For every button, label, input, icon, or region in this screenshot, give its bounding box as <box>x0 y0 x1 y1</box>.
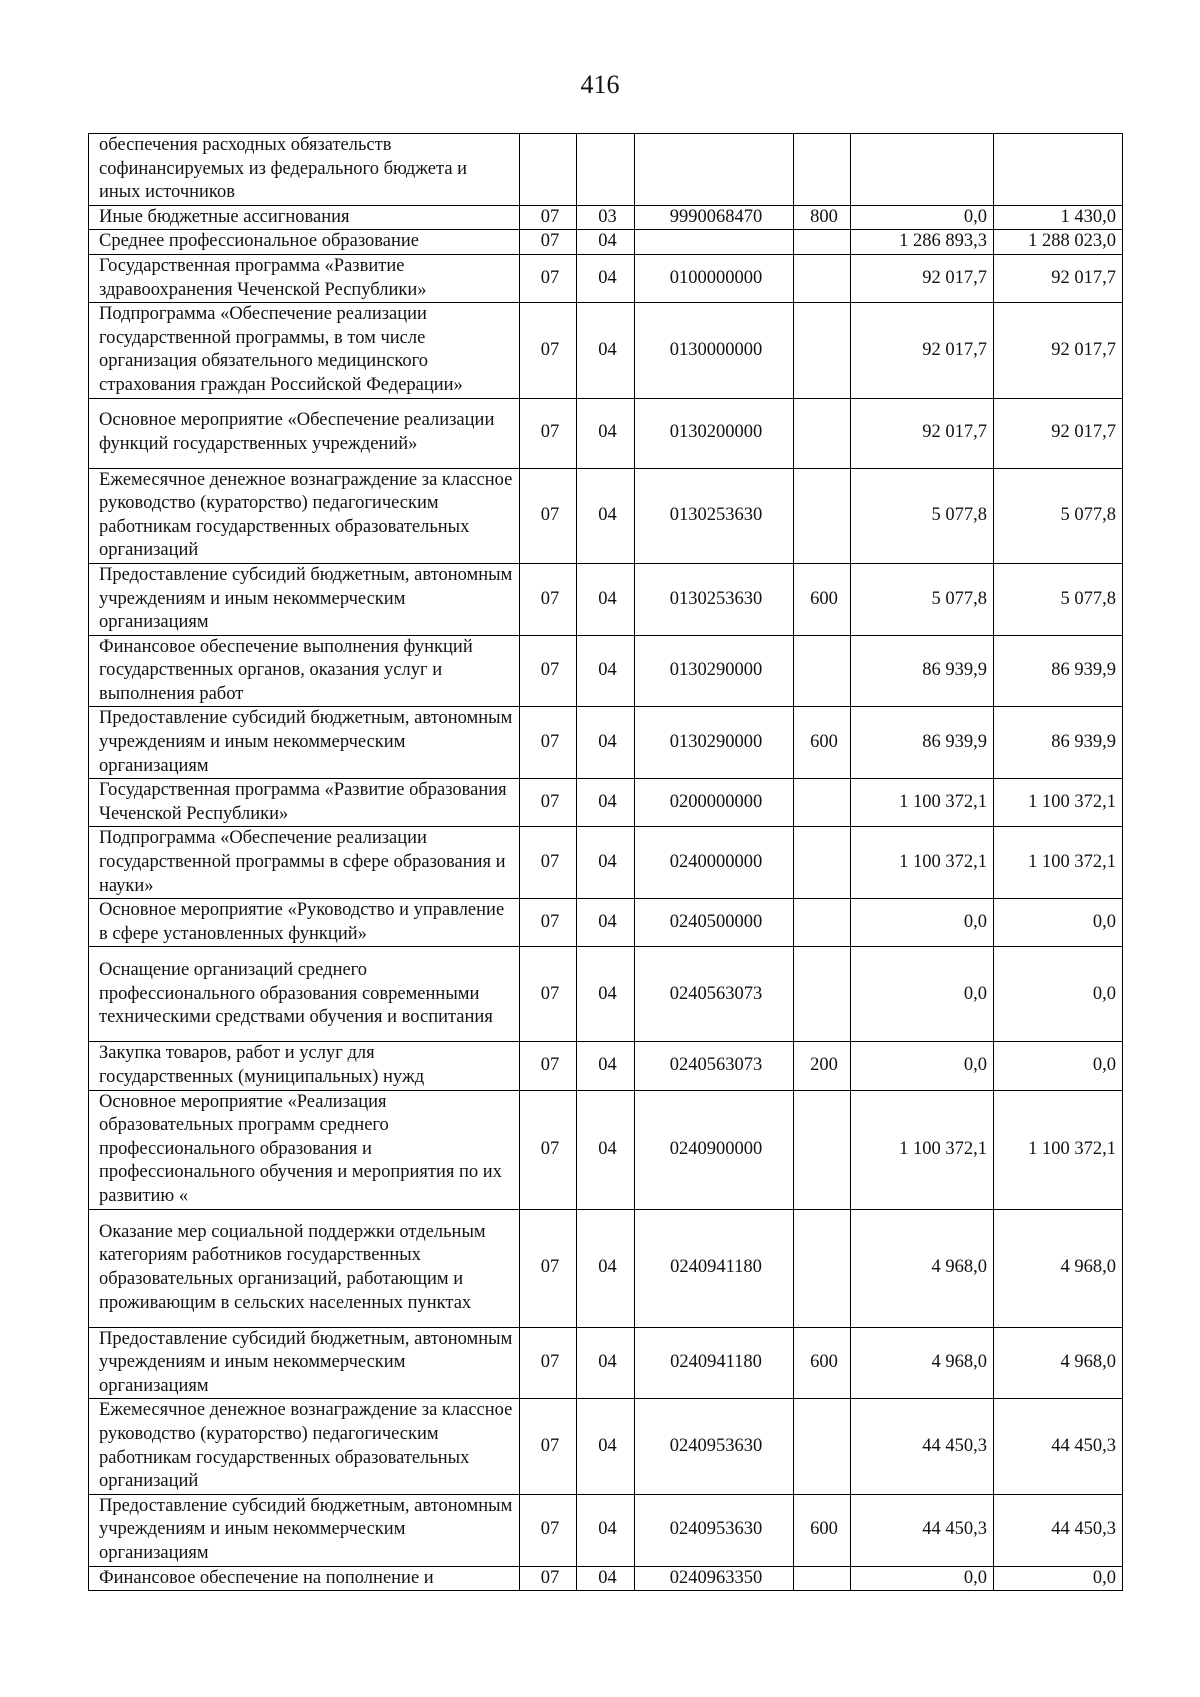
subsection-code: 04 <box>577 398 635 468</box>
amount-year-2: 44 450,3 <box>994 1399 1123 1494</box>
row-description: Предоставление субсидий бюджетным, автономным учреждениям и иным некоммерческим организациям <box>89 1327 520 1399</box>
row-description: Оказание мер социальной поддержки отдельным категориям работников государственных образовательных организаций, работающим и проживающим в сельских населенных пунктах <box>89 1209 520 1327</box>
section-code: 07 <box>520 205 577 230</box>
target-article-code: 9990068470 <box>635 205 794 230</box>
row-description: Подпрограмма «Обеспечение реализации государственной программы в сфере образования и науки» <box>89 827 520 899</box>
target-article-code: 0130200000 <box>635 398 794 468</box>
section-code: 07 <box>520 899 577 947</box>
subsection-code: 04 <box>577 635 635 707</box>
amount-year-2: 5 077,8 <box>994 468 1123 563</box>
table-row <box>89 254 1123 302</box>
amount-year-2: 5 077,8 <box>994 563 1123 635</box>
amount-year-2: 1 100 372,1 <box>994 1090 1123 1209</box>
table-row <box>89 827 1123 899</box>
table-row <box>89 635 1123 707</box>
amount-year-2: 86 939,9 <box>994 635 1123 707</box>
amount-year-1: 4 968,0 <box>851 1327 994 1399</box>
amount-year-2: 92 017,7 <box>994 303 1123 398</box>
target-article-code: 0240500000 <box>635 899 794 947</box>
row-description: Оснащение организаций среднего профессионального образования современными техническими средствами обучения и воспитания <box>89 947 520 1042</box>
target-article-code: 0130000000 <box>635 303 794 398</box>
amount-year-1: 0,0 <box>851 1566 994 1591</box>
target-article-code: 0200000000 <box>635 779 794 827</box>
expense-type-code: 600 <box>794 707 851 779</box>
expense-type-code: 600 <box>794 1494 851 1566</box>
expense-type-code <box>794 779 851 827</box>
subsection-code: 04 <box>577 468 635 563</box>
expense-type-code: 600 <box>794 1327 851 1399</box>
amount-year-2: 92 017,7 <box>994 254 1123 302</box>
expense-type-code <box>794 398 851 468</box>
amount-year-1: 44 450,3 <box>851 1494 994 1566</box>
section-code: 07 <box>520 1209 577 1327</box>
expense-type-code: 800 <box>794 205 851 230</box>
table-row <box>89 1494 1123 1566</box>
subsection-code: 04 <box>577 899 635 947</box>
section-code: 07 <box>520 1090 577 1209</box>
amount-year-1: 1 286 893,3 <box>851 230 994 255</box>
amount-year-2: 0,0 <box>994 899 1123 947</box>
row-description: Основное мероприятие «Реализация образовательных программ среднего профессионального образования и профессионального обучения и мероприятия по их развитию « <box>89 1090 520 1209</box>
section-code: 07 <box>520 398 577 468</box>
target-article-code: 0130253630 <box>635 563 794 635</box>
target-article-code: 0240953630 <box>635 1494 794 1566</box>
target-article-code <box>635 230 794 255</box>
table-row <box>89 468 1123 563</box>
expense-type-code <box>794 134 851 206</box>
amount-year-2: 1 100 372,1 <box>994 779 1123 827</box>
expense-type-code <box>794 899 851 947</box>
amount-year-2: 1 100 372,1 <box>994 827 1123 899</box>
table-row <box>89 230 1123 255</box>
amount-year-2 <box>994 134 1123 206</box>
section-code <box>520 134 577 206</box>
row-description: Основное мероприятие «Обеспечение реализации функций государственных учреждений» <box>89 398 520 468</box>
row-description: Финансовое обеспечение на пополнение и <box>89 1566 520 1591</box>
amount-year-2: 0,0 <box>994 1042 1123 1090</box>
amount-year-1: 0,0 <box>851 947 994 1042</box>
amount-year-1: 0,0 <box>851 1042 994 1090</box>
subsection-code: 03 <box>577 205 635 230</box>
expense-type-code <box>794 635 851 707</box>
row-description: Ежемесячное денежное вознаграждение за классное руководство (кураторство) педагогическим работникам государственных образовательных организаций <box>89 1399 520 1494</box>
amount-year-1: 1 100 372,1 <box>851 827 994 899</box>
table-row <box>89 1209 1123 1327</box>
expense-type-code <box>794 827 851 899</box>
target-article-code: 0240941180 <box>635 1327 794 1399</box>
table-row <box>89 303 1123 398</box>
target-article-code: 0240953630 <box>635 1399 794 1494</box>
amount-year-1: 86 939,9 <box>851 707 994 779</box>
table-row <box>89 398 1123 468</box>
table-row <box>89 134 1123 206</box>
row-description: Иные бюджетные ассигнования <box>89 205 520 230</box>
page-number: 416 <box>580 70 620 99</box>
expense-type-code: 600 <box>794 563 851 635</box>
table-row <box>89 1327 1123 1399</box>
amount-year-1: 1 100 372,1 <box>851 779 994 827</box>
table-row <box>89 563 1123 635</box>
section-code: 07 <box>520 563 577 635</box>
row-description: Среднее профессиональное образование <box>89 230 520 255</box>
amount-year-1: 86 939,9 <box>851 635 994 707</box>
table-row <box>89 947 1123 1042</box>
amount-year-1: 5 077,8 <box>851 468 994 563</box>
amount-year-1: 0,0 <box>851 899 994 947</box>
target-article-code: 0240563073 <box>635 1042 794 1090</box>
target-article-code: 0130290000 <box>635 635 794 707</box>
section-code: 07 <box>520 1566 577 1591</box>
table-row <box>89 1090 1123 1209</box>
section-code: 07 <box>520 707 577 779</box>
section-code: 07 <box>520 230 577 255</box>
subsection-code: 04 <box>577 827 635 899</box>
section-code: 07 <box>520 1327 577 1399</box>
subsection-code: 04 <box>577 303 635 398</box>
table-body <box>89 134 1123 1591</box>
amount-year-2: 44 450,3 <box>994 1494 1123 1566</box>
subsection-code: 04 <box>577 1090 635 1209</box>
subsection-code: 04 <box>577 779 635 827</box>
row-description: Подпрограмма «Обеспечение реализации государственной программы, в том числе организация обязательного медицинского страхования граждан Российской Федерации» <box>89 303 520 398</box>
subsection-code: 04 <box>577 1042 635 1090</box>
row-description: обеспечения расходных обязательств софинансируемых из федерального бюджета и иных источников <box>89 134 520 206</box>
row-description: Основное мероприятие «Руководство и управление в сфере установленных функций» <box>89 899 520 947</box>
amount-year-1: 44 450,3 <box>851 1399 994 1494</box>
amount-year-2: 4 968,0 <box>994 1209 1123 1327</box>
amount-year-1: 92 017,7 <box>851 303 994 398</box>
target-article-code: 0130253630 <box>635 468 794 563</box>
amount-year-2: 0,0 <box>994 1566 1123 1591</box>
row-description: Государственная программа «Развитие образования Чеченской Республики» <box>89 779 520 827</box>
table-row <box>89 899 1123 947</box>
expense-type-code <box>794 468 851 563</box>
expense-type-code <box>794 1399 851 1494</box>
expense-type-code: 200 <box>794 1042 851 1090</box>
amount-year-2: 1 288 023,0 <box>994 230 1123 255</box>
amount-year-2: 4 968,0 <box>994 1327 1123 1399</box>
row-description: Финансовое обеспечение выполнения функций государственных органов, оказания услуг и выполнения работ <box>89 635 520 707</box>
target-article-code: 0130290000 <box>635 707 794 779</box>
target-article-code: 0100000000 <box>635 254 794 302</box>
row-description: Предоставление субсидий бюджетным, автономным учреждениям и иным некоммерческим организациям <box>89 1494 520 1566</box>
amount-year-2: 0,0 <box>994 947 1123 1042</box>
section-code: 07 <box>520 947 577 1042</box>
table-row <box>89 707 1123 779</box>
subsection-code: 04 <box>577 563 635 635</box>
expense-type-code <box>794 1090 851 1209</box>
table-row <box>89 1566 1123 1591</box>
amount-year-1: 92 017,7 <box>851 398 994 468</box>
expense-type-code <box>794 1209 851 1327</box>
expense-type-code <box>794 303 851 398</box>
amount-year-1: 5 077,8 <box>851 563 994 635</box>
amount-year-1: 1 100 372,1 <box>851 1090 994 1209</box>
target-article-code: 0240941180 <box>635 1209 794 1327</box>
expense-type-code <box>794 230 851 255</box>
amount-year-1: 92 017,7 <box>851 254 994 302</box>
amount-year-2: 92 017,7 <box>994 398 1123 468</box>
budget-table <box>88 133 1123 1591</box>
subsection-code: 04 <box>577 254 635 302</box>
expense-type-code <box>794 1566 851 1591</box>
amount-year-1: 0,0 <box>851 205 994 230</box>
amount-year-1 <box>851 134 994 206</box>
table-row <box>89 205 1123 230</box>
row-description: Ежемесячное денежное вознаграждение за классное руководство (кураторство) педагогическим работникам государственных образовательных организаций <box>89 468 520 563</box>
expense-type-code <box>794 254 851 302</box>
subsection-code: 04 <box>577 1494 635 1566</box>
amount-year-2: 86 939,9 <box>994 707 1123 779</box>
target-article-code: 0240563073 <box>635 947 794 1042</box>
row-description: Закупка товаров, работ и услуг для государственных (муниципальных) нужд <box>89 1042 520 1090</box>
target-article-code <box>635 134 794 206</box>
section-code: 07 <box>520 1494 577 1566</box>
section-code: 07 <box>520 303 577 398</box>
subsection-code: 04 <box>577 1209 635 1327</box>
table-row <box>89 1399 1123 1494</box>
target-article-code: 0240900000 <box>635 1090 794 1209</box>
target-article-code: 0240963350 <box>635 1566 794 1591</box>
row-description: Предоставление субсидий бюджетным, автономным учреждениям и иным некоммерческим организациям <box>89 563 520 635</box>
target-article-code: 0240000000 <box>635 827 794 899</box>
section-code: 07 <box>520 468 577 563</box>
amount-year-2: 1 430,0 <box>994 205 1123 230</box>
section-code: 07 <box>520 254 577 302</box>
amount-year-1: 4 968,0 <box>851 1209 994 1327</box>
section-code: 07 <box>520 1042 577 1090</box>
row-description: Предоставление субсидий бюджетным, автономным учреждениям и иным некоммерческим организациям <box>89 707 520 779</box>
table-row <box>89 1042 1123 1090</box>
subsection-code: 04 <box>577 1327 635 1399</box>
section-code: 07 <box>520 779 577 827</box>
expense-type-code <box>794 947 851 1042</box>
section-code: 07 <box>520 1399 577 1494</box>
subsection-code: 04 <box>577 1566 635 1591</box>
subsection-code: 04 <box>577 230 635 255</box>
row-description: Государственная программа «Развитие здравоохранения Чеченской Республики» <box>89 254 520 302</box>
table-row <box>89 779 1123 827</box>
subsection-code: 04 <box>577 947 635 1042</box>
section-code: 07 <box>520 827 577 899</box>
subsection-code <box>577 134 635 206</box>
subsection-code: 04 <box>577 1399 635 1494</box>
subsection-code: 04 <box>577 707 635 779</box>
section-code: 07 <box>520 635 577 707</box>
